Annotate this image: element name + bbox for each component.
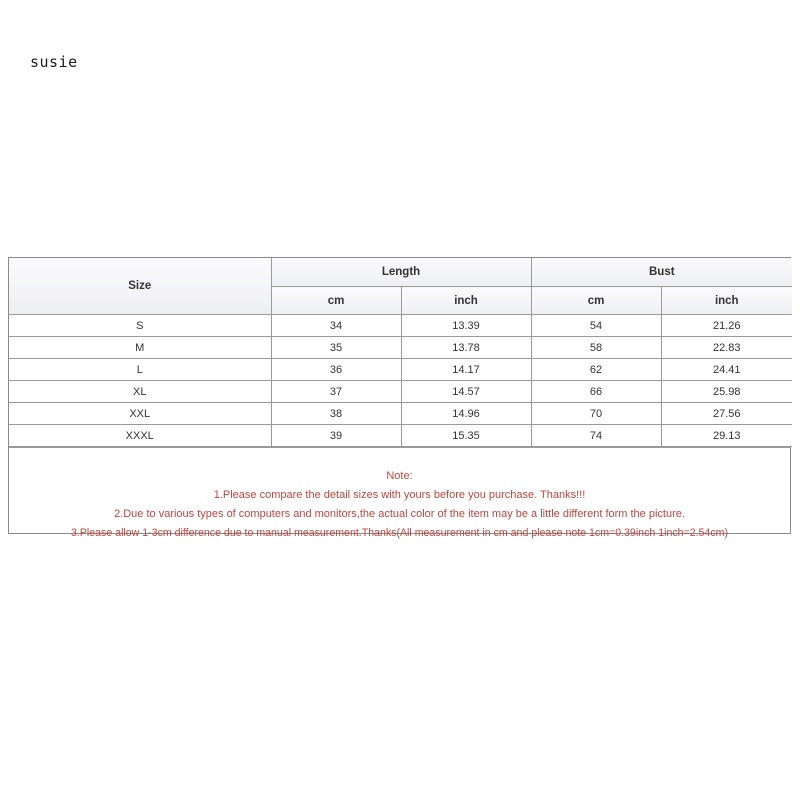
note-box (9, 447, 790, 539)
note-line-2: 2.Due to various types of computers and monitors,the actual color of the item may be a little different form the picture. (114, 508, 685, 520)
table-row (9, 381, 792, 403)
bust-inch-cell: 27.56 (661, 403, 792, 425)
bust-inch-cell: 24.41 (661, 359, 792, 381)
length-cm-cell: 39 (271, 425, 401, 447)
table-body (9, 315, 792, 447)
size-header: Size (9, 258, 271, 315)
table-header (9, 258, 792, 315)
bust-inch-header: inch (661, 287, 792, 315)
bust-inch-cell: 22.83 (661, 337, 792, 359)
length-cm-cell: 38 (271, 403, 401, 425)
bust-header: Bust (531, 258, 792, 287)
length-cm-cell: 37 (271, 381, 401, 403)
length-inch-cell: 15.35 (401, 425, 531, 447)
length-cm-cell: 35 (271, 337, 401, 359)
table-row (9, 315, 792, 337)
table-row (9, 359, 792, 381)
length-header: Length (271, 258, 531, 287)
length-cm-header: cm (271, 287, 401, 315)
size-cell: S (9, 315, 271, 337)
bust-inch-cell: 29.13 (661, 425, 792, 447)
size-cell: M (9, 337, 271, 359)
length-cm-cell: 34 (271, 315, 401, 337)
length-cm-cell: 36 (271, 359, 401, 381)
bust-cm-cell: 58 (531, 337, 661, 359)
bust-cm-cell: 62 (531, 359, 661, 381)
header-group-row (9, 258, 792, 287)
note-title: Note: (386, 470, 413, 482)
bust-inch-cell: 21.26 (661, 315, 792, 337)
note-line-1: 1.Please compare the detail sizes with yours before you purchase. Thanks!!! (213, 489, 586, 501)
bust-cm-cell: 66 (531, 381, 661, 403)
watermark-text: susie (30, 53, 78, 71)
bust-cm-cell: 54 (531, 315, 661, 337)
size-chart (8, 257, 791, 539)
length-inch-cell: 13.78 (401, 337, 531, 359)
bust-cm-header: cm (531, 287, 661, 315)
bust-inch-cell: 25.98 (661, 381, 792, 403)
size-cell: XXXL (9, 425, 271, 447)
length-inch-cell: 14.17 (401, 359, 531, 381)
size-cell: XL (9, 381, 271, 403)
bust-cm-cell: 74 (531, 425, 661, 447)
length-inch-cell: 14.96 (401, 403, 531, 425)
length-inch-header: inch (401, 287, 531, 315)
size-cell: L (9, 359, 271, 381)
size-table (9, 258, 792, 447)
table-row (9, 403, 792, 425)
length-inch-cell: 14.57 (401, 381, 531, 403)
note-line-3: 3.Please allow 1-3cm difference due to manual measurement.Thanks(All measurement in cm and please note 1cm=0.39inch 1inch=2.54cm) (71, 527, 728, 539)
bust-cm-cell: 70 (531, 403, 661, 425)
length-inch-cell: 13.39 (401, 315, 531, 337)
table-row (9, 337, 792, 359)
size-cell: XXL (9, 403, 271, 425)
table-row (9, 425, 792, 447)
